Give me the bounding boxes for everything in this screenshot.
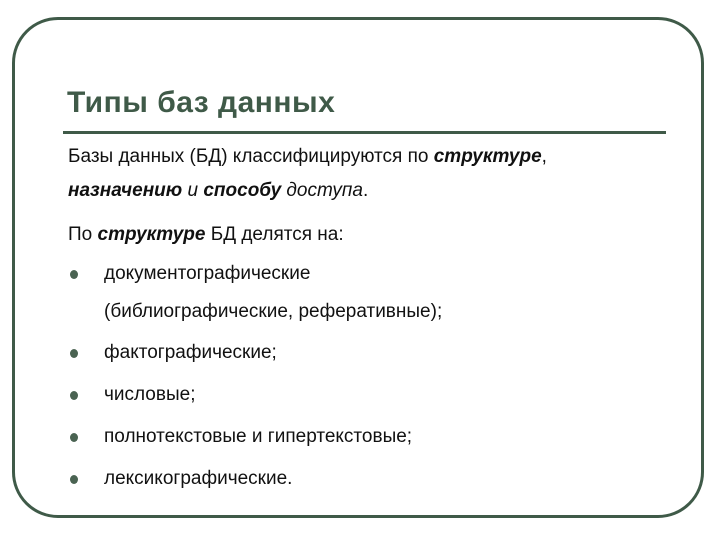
bullet-icon bbox=[70, 475, 78, 484]
bullet-icon bbox=[70, 349, 78, 358]
slide-title: Типы баз данных bbox=[67, 86, 336, 119]
list-item: полнотекстовые и гипертекстовые; bbox=[104, 426, 413, 447]
intro-and: и bbox=[182, 180, 204, 201]
title-underline bbox=[63, 131, 666, 134]
intro-purpose: назначению bbox=[68, 180, 183, 201]
division-line bbox=[68, 224, 344, 246]
list-item: документографические bbox=[104, 263, 311, 284]
bullet-icon bbox=[70, 270, 78, 279]
list-item: фактографические; bbox=[104, 342, 277, 363]
intro-access: доступа bbox=[281, 180, 363, 201]
bullet-icon bbox=[70, 433, 78, 442]
list-item: лексикографические. bbox=[104, 468, 293, 489]
division-prefix: По bbox=[68, 224, 98, 245]
intro-comma: , bbox=[541, 146, 547, 167]
intro-period: . bbox=[362, 180, 369, 201]
intro-text: Базы данных (БД) классифицируются по bbox=[68, 146, 434, 167]
intro-line-1 bbox=[68, 146, 547, 168]
intro-structure: структуре bbox=[433, 146, 542, 167]
division-suffix: БД делятся на: bbox=[205, 224, 344, 245]
intro-line-2 bbox=[68, 180, 368, 202]
list-item-continuation: (библиографические, реферативные); bbox=[104, 301, 443, 322]
intro-method: способу bbox=[203, 180, 282, 201]
list-item: числовые; bbox=[104, 384, 196, 405]
bullet-icon bbox=[70, 391, 78, 400]
division-structure: структуре bbox=[97, 224, 206, 245]
